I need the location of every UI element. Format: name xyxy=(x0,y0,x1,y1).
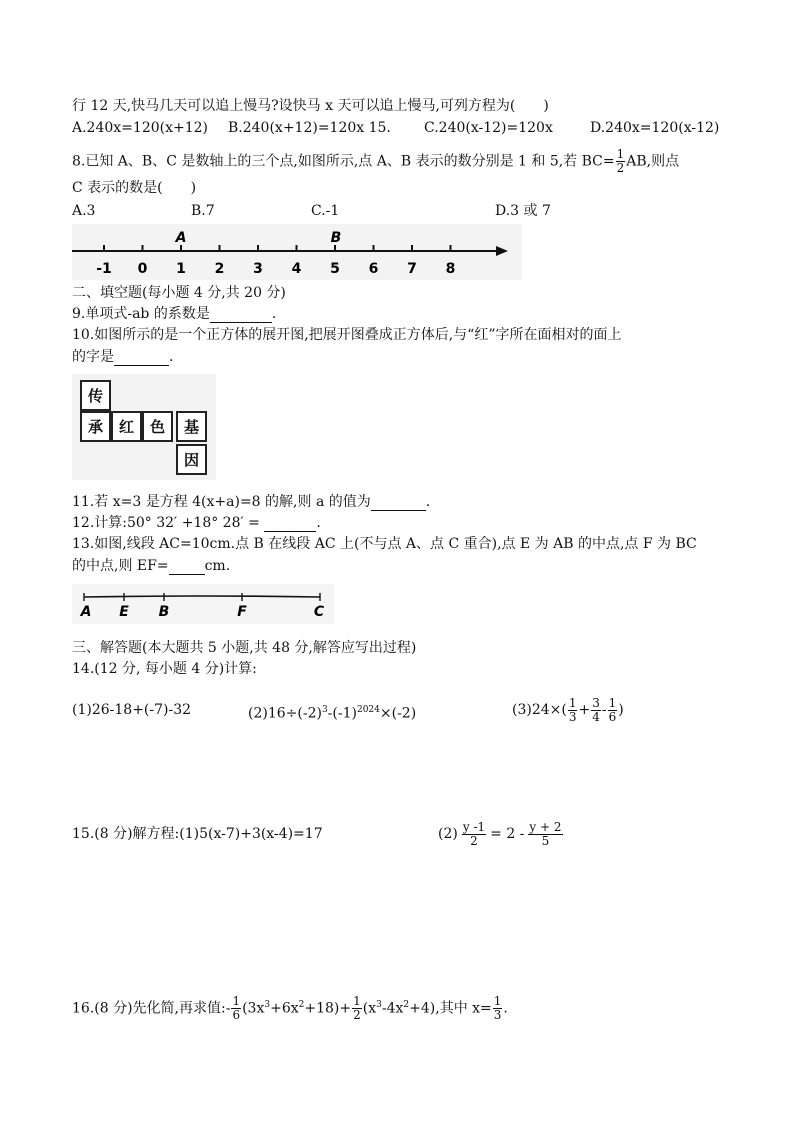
number-line-tick-label: 2 xyxy=(214,261,225,277)
number-line-tick-label: 5 xyxy=(330,261,340,277)
q16-e3: 3 xyxy=(376,1000,382,1010)
q15-frac2 xyxy=(528,821,562,848)
number-line-tick-label: 0 xyxy=(137,261,148,277)
net-cell-top: 传 xyxy=(80,380,111,411)
number-line-tick-label: 8 xyxy=(445,261,456,277)
q16-f3-num: 1 xyxy=(493,994,502,1009)
q16-f1-num: 1 xyxy=(232,994,241,1009)
q8-option-d: D.3 或 7 xyxy=(495,203,551,219)
segment-label-b: B xyxy=(158,604,170,620)
q10-line1: 10.如图所示的是一个正方体的展开图,把展开图叠成正方体后,与“红”字所在面相对的面上 xyxy=(72,327,622,343)
section3-title: 三、解答题(本大题共 5 小题,共 48 分,解答应写出过程) xyxy=(72,640,417,656)
q11 xyxy=(72,493,430,511)
q16-e4: 2 xyxy=(403,1000,410,1010)
segment-label-f: F xyxy=(237,604,247,620)
q14-p2-pre: (2)16÷(-2) xyxy=(248,705,322,722)
q7-stem: 行 12 天,快马几天可以追上慢马?设快马 x 天可以追上慢马,可列方程为( ) xyxy=(72,98,549,114)
q14-p2-exp1: 3 xyxy=(321,705,328,715)
q14-p2-mid: -(-1) xyxy=(327,705,357,722)
segment-label-c: C xyxy=(313,604,325,620)
q12-text: 12.计算:50° 32′ +18° 28′ = xyxy=(72,515,260,531)
q7-option-d: D.240x=120(x-12) xyxy=(590,120,720,136)
q15-frac1 xyxy=(462,821,486,848)
q7-option-b: B.240(x+12)=120x 15. xyxy=(228,120,391,136)
q15-f2-num: y + 2 xyxy=(529,819,562,834)
q14-part3 xyxy=(512,692,624,728)
q14-p2-exp2: 2024 xyxy=(356,705,380,715)
q11-blank[interactable] xyxy=(371,496,426,511)
q13-line1: 13.如图,线段 AC=10cm.点 B 在线段 AC 上(不与点 A、点 C 重合),点 E 为 AB 的中点,点 F 为 BC xyxy=(72,536,697,552)
net-cell-bottom: 因 xyxy=(176,444,207,475)
q10-blank[interactable] xyxy=(114,351,169,366)
q8-option-b: B.7 xyxy=(191,203,215,219)
net-cell-row-4: 基 xyxy=(176,411,207,442)
q16-e1: 3 xyxy=(264,1000,271,1010)
q16-part6: +4),其中 x= xyxy=(409,1000,492,1017)
cube-net-figure xyxy=(72,374,216,480)
q14-p3-f1-num: 1 xyxy=(568,695,577,710)
q10-line2-text: 的字是 xyxy=(72,349,114,365)
q8-option-c: C.-1 xyxy=(311,203,340,219)
number-line-tick-label: 3 xyxy=(253,261,263,277)
q8-line1 xyxy=(72,148,679,175)
point-a-label: A xyxy=(175,230,187,246)
q8-option-a: A.3 xyxy=(72,203,96,219)
q14-p3-op1: + xyxy=(578,702,591,718)
number-line-tick-label: 4 xyxy=(291,261,302,277)
q16 xyxy=(72,987,508,1027)
q9-end: . xyxy=(271,306,277,322)
q14-p3-frac1 xyxy=(568,697,578,724)
segment-figure xyxy=(72,584,334,624)
q16-frac3 xyxy=(493,995,503,1022)
net-cell-row-1: 承 xyxy=(80,411,111,442)
segment-background xyxy=(72,584,334,624)
q16-pre: 16.(8 分)先化简,再求值:- xyxy=(72,1000,231,1017)
net-cell-row-2: 红 xyxy=(111,411,142,442)
q13-line2-pre: 的中点,则 EF= xyxy=(72,558,169,574)
q16-part3: +18)+ xyxy=(304,1000,352,1017)
q12 xyxy=(72,514,321,532)
q7-option-a: A.240x=120(x+12) xyxy=(72,120,208,136)
q16-end: . xyxy=(503,1000,508,1017)
number-line-tick-label: -1 xyxy=(96,261,112,277)
q15-mid: = 2 - xyxy=(490,826,525,842)
segment-label-a: A xyxy=(80,604,92,620)
q14-p3-frac3 xyxy=(608,697,618,724)
q15-part2 xyxy=(438,815,567,853)
q14-p3-f3-num: 1 xyxy=(608,695,617,710)
q8-fraction xyxy=(616,148,626,175)
q14-p3-f2-den: 4 xyxy=(592,709,600,724)
q13-line2-post: cm. xyxy=(204,558,231,574)
q9 xyxy=(72,305,276,323)
q15-f1-num: y -1 xyxy=(462,819,486,834)
q12-blank[interactable] xyxy=(264,517,316,532)
point-b-label: B xyxy=(330,230,342,246)
q16-f2-num: 1 xyxy=(353,994,361,1009)
q16-part4: (x xyxy=(362,1000,377,1017)
q14-p3-f1-den: 3 xyxy=(568,709,577,724)
number-line-tick-label: 1 xyxy=(176,261,186,277)
q9-blank[interactable] xyxy=(210,308,272,323)
q14-p3-post: ) xyxy=(618,702,624,718)
q14-p2-post: ×(-2) xyxy=(379,705,417,722)
net-cell-row-3: 色 xyxy=(142,411,173,442)
q15-p2-pre: (2) xyxy=(438,826,458,842)
q14-p3-pre: (3)24×( xyxy=(512,702,567,718)
number-line-figure xyxy=(72,224,522,280)
q7-option-c: C.240(x-12)=120x xyxy=(424,120,553,136)
q8-line1-post: AB,则点 xyxy=(626,153,680,170)
q11-end: . xyxy=(425,494,431,510)
q8-line1-pre: 8.已知 A、B、C 是数轴上的三个点,如图所示,点 A、B 表示的数分别是 1 和 5,若 BC= xyxy=(72,153,615,170)
q13-line2 xyxy=(72,557,230,575)
segment-label-e: E xyxy=(119,604,129,620)
section2-title: 二、填空题(每小题 4 分,共 20 分) xyxy=(72,285,286,301)
q16-frac2 xyxy=(352,995,362,1022)
q16-part1: (3x xyxy=(242,1000,265,1017)
q9-text: 9.单项式-ab 的系数是 xyxy=(72,306,210,322)
q16-f1-den: 6 xyxy=(232,1008,241,1023)
q15-header: 15.(8 分)解方程:(1)5(x-7)+3(x-4)=17 xyxy=(72,826,323,842)
q15-f1-den: 2 xyxy=(470,833,478,848)
q13-blank[interactable] xyxy=(169,560,205,575)
q11-text: 11.若 x=3 是方程 4(x+a)=8 的解,则 a 的值为 xyxy=(72,494,371,510)
q15-f2-den: 5 xyxy=(541,833,550,848)
q16-f2-den: 2 xyxy=(353,1008,361,1023)
q10-end: . xyxy=(169,349,174,365)
q14-p3-f3-den: 6 xyxy=(608,709,617,724)
q10-line2 xyxy=(72,348,173,366)
q16-e2: 2 xyxy=(298,1000,305,1010)
number-line-tick-label: 7 xyxy=(407,261,417,277)
q12-end: . xyxy=(316,515,321,531)
q16-frac1 xyxy=(231,995,241,1022)
q8-frac-den: 2 xyxy=(616,161,625,175)
number-line-tick-label: 6 xyxy=(368,261,379,277)
q14-part2 xyxy=(248,701,416,723)
q14-p3-f2-num: 3 xyxy=(592,695,600,710)
q16-part2: +6x xyxy=(270,1000,299,1017)
q14-part1: (1)26-18+(-7)-32 xyxy=(72,702,192,718)
q14-header: 14.(12 分, 每小题 4 分)计算: xyxy=(72,661,257,677)
q16-part5: -4x xyxy=(381,1000,404,1017)
q14-p3-frac2 xyxy=(591,697,601,724)
q16-f3-den: 3 xyxy=(493,1008,502,1023)
q8-frac-num: 1 xyxy=(616,147,625,161)
q14-p3-op2: - xyxy=(601,702,607,718)
q8-line2: C 表示的数是( ) xyxy=(72,180,197,196)
